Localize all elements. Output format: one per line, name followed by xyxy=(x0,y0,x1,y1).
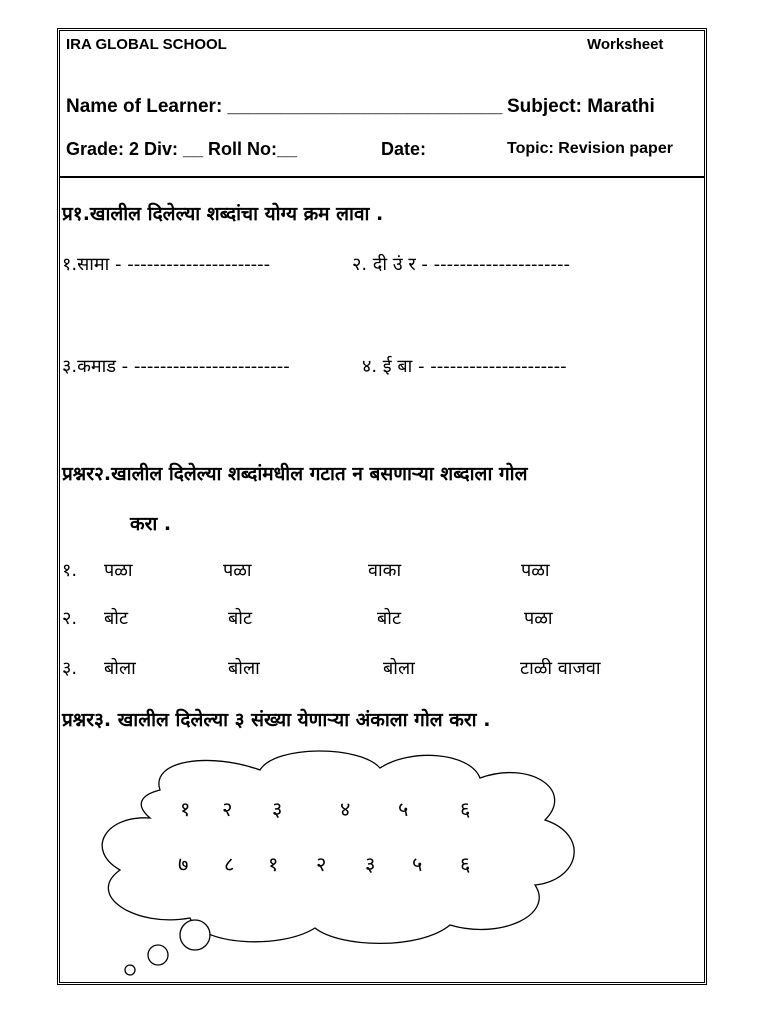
question-1-item-3: ३.कमाड - ------------------------ xyxy=(62,356,290,377)
digit-option: ३ xyxy=(365,852,376,876)
question-1-item-1: १.सामा - ---------------------- xyxy=(62,254,271,275)
word-option: बोला xyxy=(228,658,260,679)
word-option: पळा xyxy=(524,608,553,629)
digit-option: ६ xyxy=(460,797,471,821)
row-number: २. xyxy=(62,608,78,629)
school-name: IRA GLOBAL SCHOOL xyxy=(66,36,227,53)
digit-option: ७ xyxy=(178,852,189,876)
thought-bubble-medium xyxy=(148,945,168,965)
digit-option: २ xyxy=(222,797,233,821)
digit-option: ४ xyxy=(340,797,351,821)
row-number: ३. xyxy=(62,658,78,679)
digit-option: २ xyxy=(316,852,327,876)
question-1-title: प्र१.खालील दिलेल्या शब्दांचा योग्य क्रम लावा . xyxy=(62,203,384,225)
thought-bubble-small xyxy=(125,965,135,975)
question-1-item-4: ४. ई बा - --------------------- xyxy=(362,356,567,377)
word-option: पळा xyxy=(223,560,252,581)
word-option: बोला xyxy=(383,658,415,679)
digit-option: १ xyxy=(180,797,191,821)
worksheet-label: Worksheet xyxy=(587,36,664,53)
question-3-title: प्रश्नर३. खालील दिलेल्या ३ संख्या येणाऱ्या अंकाला गोल करा . xyxy=(62,709,491,731)
question-2-title: प्रश्नर२.खालील दिलेल्या शब्दांमधील गटात न बसणाऱ्या शब्दाला गोल xyxy=(62,463,528,485)
digit-option: ३ xyxy=(272,797,283,821)
topic-label: Topic: Revision paper xyxy=(507,140,673,157)
digit-option: ५ xyxy=(412,852,423,876)
date-label: Date: xyxy=(381,139,427,159)
question-2-title-cont: करा . xyxy=(130,513,172,535)
word-option: बोला xyxy=(104,658,136,679)
word-option: पळा xyxy=(521,560,550,581)
question-1-item-2: २. दी उं र - --------------------- xyxy=(352,254,571,275)
learner-name-field: Name of Learner: __________________________ xyxy=(66,96,503,117)
word-option: वाका xyxy=(368,560,402,581)
row-number: १. xyxy=(62,560,78,581)
thought-bubble-large xyxy=(180,920,210,950)
word-option: टाळी वाजवा xyxy=(520,658,601,679)
word-option: बोट xyxy=(228,608,253,629)
digit-option: ५ xyxy=(398,797,409,821)
word-option: बोट xyxy=(104,608,129,629)
word-option: पळा xyxy=(104,560,133,581)
digit-option: ८ xyxy=(224,852,235,876)
grade-div-roll-field: Grade: 2 Div: __ Roll No:__ xyxy=(66,139,298,159)
word-option: बोट xyxy=(377,608,402,629)
subject-label: Subject: Marathi xyxy=(507,96,655,117)
digit-option: ६ xyxy=(460,852,471,876)
digit-option: १ xyxy=(268,852,279,876)
